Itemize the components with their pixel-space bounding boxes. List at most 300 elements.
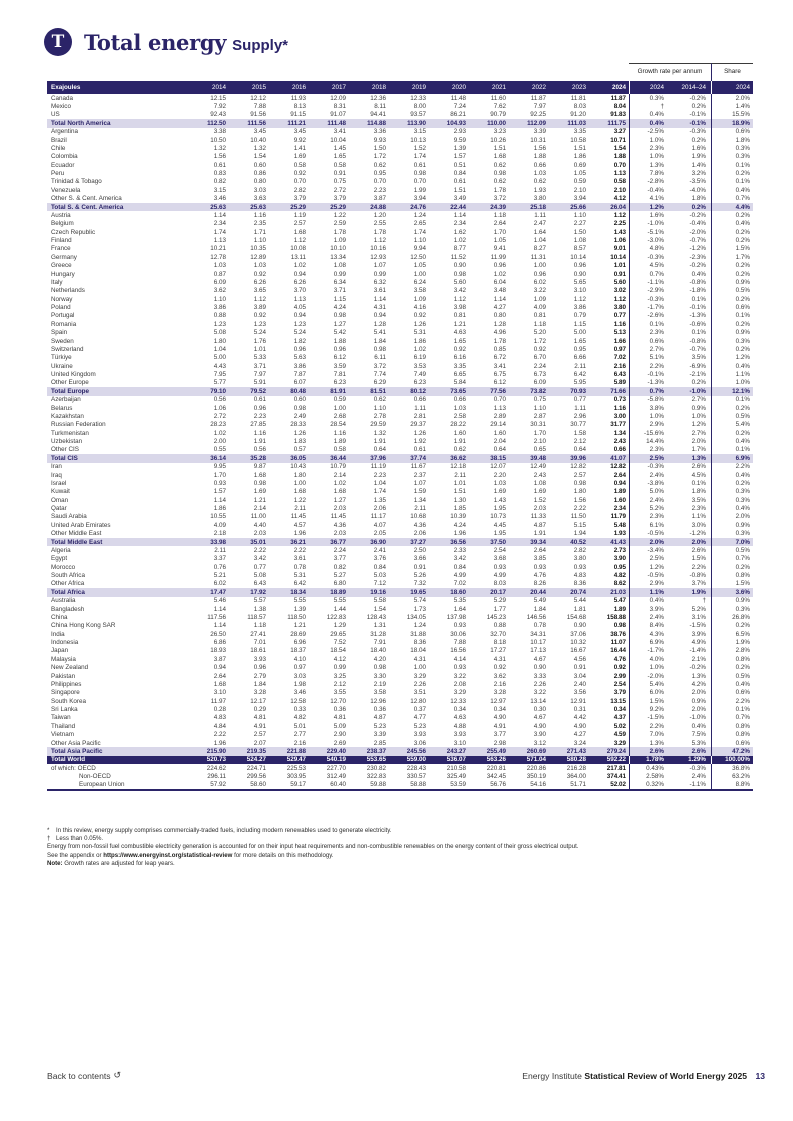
- value-cell: 5.55: [293, 597, 306, 605]
- value-cell: 12.33: [450, 697, 466, 705]
- value-cell: 216.28: [566, 764, 586, 772]
- value-cell: 158.88: [606, 613, 626, 621]
- growth-2014-24-cell: 1.4%: [691, 161, 706, 169]
- growth-2024-cell: †: [629, 102, 669, 110]
- value-cell: 31.77: [610, 421, 626, 429]
- table-row: [47, 647, 753, 655]
- row-label: Qatar: [51, 505, 67, 513]
- value-cell: 0.94: [293, 312, 306, 320]
- value-cell: 2.03: [533, 505, 546, 513]
- value-cell: 1.02: [293, 262, 306, 270]
- value-cell: 2.57: [573, 471, 586, 479]
- table-row: [47, 412, 753, 420]
- row-label: France: [51, 245, 71, 253]
- value-cell: 6.80: [333, 580, 346, 588]
- value-cell: 1.68: [253, 471, 266, 479]
- value-cell: 37.74: [410, 454, 426, 462]
- share-cell: 8.8%: [711, 781, 753, 789]
- value-cell: 11.67: [410, 463, 426, 471]
- value-cell: 6.43: [613, 371, 626, 379]
- value-cell: 34.31: [530, 630, 546, 638]
- value-cell: 5.23: [413, 722, 426, 730]
- value-cell: 3.36: [373, 128, 386, 136]
- value-cell: 3.00: [613, 412, 626, 420]
- row-label: Pakistan: [51, 672, 76, 680]
- growth-2024-cell: 7.0%: [629, 731, 669, 739]
- value-cell: 1.31: [373, 622, 386, 630]
- row-label: Netherlands: [51, 287, 85, 295]
- footnote-leap-years: Note: Growth rates are adjusted for leap years.: [47, 859, 175, 867]
- table-body: [47, 94, 753, 791]
- value-cell: 2.07: [253, 739, 266, 747]
- row-label: Total Africa: [51, 588, 85, 596]
- value-cell: 12.70: [330, 697, 346, 705]
- row-label: Hungary: [51, 270, 75, 278]
- value-cell: 0.60: [253, 161, 266, 169]
- growth-2024-cell: 1.3%: [629, 739, 669, 747]
- value-cell: 4.91: [253, 722, 266, 730]
- value-cell: 3.29: [613, 739, 626, 747]
- value-cell: 12.82: [570, 463, 586, 471]
- value-cell: 0.97: [613, 345, 626, 353]
- value-cell: 1.43: [493, 496, 506, 504]
- value-cell: 6.72: [493, 354, 506, 362]
- value-cell: 11.50: [570, 513, 586, 521]
- value-cell: 154.68: [566, 613, 586, 621]
- value-cell: 0.98: [493, 170, 506, 178]
- growth-2024-cell: 2.7%: [629, 345, 669, 353]
- value-cell: 2.23: [253, 412, 266, 420]
- value-cell: 2.50: [413, 546, 426, 554]
- row-label: Other Middle East: [51, 530, 102, 538]
- value-cell: 2.35: [253, 220, 266, 228]
- value-cell: 8.11: [374, 103, 386, 111]
- value-cell: 11.79: [610, 513, 626, 521]
- value-cell: 5.27: [333, 572, 346, 580]
- year-header: 2014: [211, 84, 226, 91]
- share-cell: 0.9%: [711, 329, 753, 337]
- value-cell: 1.68: [293, 488, 306, 496]
- value-cell: 2.10: [533, 438, 546, 446]
- value-cell: 2.11: [414, 505, 426, 513]
- value-cell: 10.08: [290, 245, 306, 253]
- value-cell: 10.16: [370, 245, 386, 253]
- value-cell: 33.98: [210, 538, 226, 546]
- value-cell: 5.60: [453, 278, 466, 286]
- value-cell: 217.81: [606, 764, 626, 772]
- table-row: [47, 731, 753, 739]
- growth-2024-cell: 0.4%: [629, 597, 669, 605]
- share-cell: 0.5%: [711, 287, 753, 295]
- value-cell: 1.84: [373, 337, 386, 345]
- growth-2024-cell: -0.1%: [629, 370, 669, 378]
- share-cell: 0.2%: [711, 345, 753, 353]
- statistical-review-link[interactable]: https://www.energyinst.org/statistical-review: [103, 851, 233, 859]
- growth-2014-24-cell: -0.8%: [689, 337, 706, 345]
- value-cell: 1.78: [333, 228, 346, 236]
- row-label: Sweden: [51, 337, 74, 345]
- growth-2024-cell: 2.5%: [629, 555, 669, 563]
- value-cell: 1.92: [413, 438, 426, 446]
- growth-2024-cell: -1.3%: [629, 379, 669, 387]
- value-cell: 4.20: [373, 655, 386, 663]
- value-cell: 104.93: [446, 119, 466, 127]
- value-cell: 1.70: [213, 471, 226, 479]
- value-cell: 3.86: [213, 304, 226, 312]
- value-cell: 1.45: [333, 144, 346, 152]
- value-cell: 3.55: [333, 689, 346, 697]
- value-cell: 0.60: [293, 396, 306, 404]
- value-cell: 1.51: [453, 186, 466, 194]
- row-label: Non-OECD: [79, 773, 111, 781]
- value-cell: 1.65: [333, 153, 346, 161]
- value-cell: 1.91: [373, 438, 386, 446]
- row-label: Other Asia Pacific: [51, 739, 101, 747]
- share-cell: 0.2%: [711, 404, 753, 412]
- value-cell: 5.95: [573, 379, 586, 387]
- value-cell: 2.08: [453, 680, 466, 688]
- value-cell: 30.31: [530, 421, 546, 429]
- value-cell: 4.63: [453, 714, 466, 722]
- value-cell: 8.00: [413, 103, 426, 111]
- growth-2014-24-cell: 0.4%: [691, 722, 706, 730]
- value-cell: 1.52: [533, 496, 546, 504]
- value-cell: 3.03: [253, 186, 266, 194]
- value-cell: 0.93: [573, 563, 586, 571]
- share-cell: 0.6%: [711, 303, 753, 311]
- value-cell: 2.93: [453, 128, 466, 136]
- value-cell: 1.23: [293, 320, 306, 328]
- value-cell: 0.81: [533, 312, 546, 320]
- value-cell: 92.43: [210, 111, 226, 119]
- value-cell: 0.61: [413, 446, 426, 454]
- value-cell: 10.58: [570, 136, 586, 144]
- growth-2024-cell: -1.0%: [629, 220, 669, 228]
- table-row: [47, 437, 753, 445]
- growth-2014-24-cell: 4.5%: [691, 471, 706, 479]
- value-cell: 4.67: [533, 714, 546, 722]
- growth-2024-cell: -5.1%: [629, 228, 669, 236]
- back-to-contents-label: Back to contents: [47, 1070, 111, 1081]
- value-cell: 3.72: [493, 195, 506, 203]
- growth-2024-cell: 5.1%: [629, 354, 669, 362]
- title-main: Total energy: [84, 29, 227, 55]
- share-cell: 0.5%: [711, 546, 753, 554]
- growth-2024-cell: 1.2%: [629, 563, 669, 571]
- value-cell: 4.24: [333, 304, 346, 312]
- value-cell: 7.81: [333, 371, 346, 379]
- value-cell: 2.85: [373, 739, 386, 747]
- value-cell: 3.15: [213, 186, 226, 194]
- growth-2024-cell: 1.1%: [629, 588, 669, 596]
- growth-2014-24-cell: 3.9%: [691, 630, 706, 638]
- value-cell: 7.52: [333, 639, 346, 647]
- value-cell: 0.92: [413, 312, 426, 320]
- value-cell: 2.22: [573, 505, 586, 513]
- value-cell: 0.61: [453, 178, 466, 186]
- row-label: Total Middle East: [51, 538, 103, 546]
- value-cell: 28.69: [290, 630, 306, 638]
- value-cell: 3.70: [293, 287, 306, 295]
- value-cell: 0.62: [533, 178, 546, 186]
- value-cell: 0.59: [333, 396, 346, 404]
- value-cell: 4.90: [533, 722, 546, 730]
- share-cell: 0.7%: [711, 714, 753, 722]
- value-cell: 5.15: [573, 521, 586, 529]
- growth-2014-24-cell: 4.9%: [691, 639, 706, 647]
- value-cell: 6.26: [253, 278, 266, 286]
- growth-2024-cell: 0.1%: [629, 320, 669, 328]
- value-cell: 0.59: [573, 178, 586, 186]
- value-cell: 1.03: [213, 262, 226, 270]
- growth-2024-cell: -0.5%: [629, 571, 669, 579]
- table-row: [47, 781, 753, 789]
- share-cell: 0.1%: [711, 705, 753, 713]
- value-cell: 0.62: [493, 161, 506, 169]
- value-cell: 1.09: [533, 295, 546, 303]
- value-cell: 0.96: [253, 664, 266, 672]
- table-row: [47, 379, 753, 387]
- value-cell: 5.77: [213, 379, 226, 387]
- value-cell: 112.09: [527, 119, 546, 127]
- value-cell: 227.70: [326, 764, 346, 772]
- row-label: Israel: [51, 479, 67, 487]
- share-cell: 2.0%: [711, 94, 753, 102]
- value-cell: 18.61: [250, 647, 266, 655]
- value-cell: 60.40: [330, 781, 346, 789]
- value-cell: 11.45: [330, 513, 346, 521]
- value-cell: 3.10: [573, 287, 586, 295]
- growth-2014-24-cell: 0.4%: [691, 270, 706, 278]
- value-cell: 18.60: [450, 588, 466, 596]
- value-cell: 1.10: [253, 237, 266, 245]
- value-cell: 1.57: [213, 488, 226, 496]
- value-cell: 8.77: [453, 245, 466, 253]
- value-cell: 1.60: [493, 429, 506, 437]
- table-row: [47, 169, 753, 177]
- value-cell: 12.15: [210, 94, 226, 102]
- value-cell: 12.12: [250, 94, 266, 102]
- value-cell: 0.58: [333, 161, 346, 169]
- value-cell: 2.69: [333, 739, 346, 747]
- value-cell: 3.80: [533, 195, 546, 203]
- value-cell: 2.64: [613, 471, 626, 479]
- table-row: [47, 102, 753, 110]
- row-label: Indonesia: [51, 639, 79, 647]
- value-cell: 225.53: [286, 764, 306, 772]
- value-cell: 8.03: [493, 580, 506, 588]
- growth-2024-cell: -0.3%: [629, 295, 669, 303]
- table-row: [47, 446, 753, 454]
- value-cell: 2.16: [293, 739, 306, 747]
- value-cell: 11.33: [530, 513, 546, 521]
- value-cell: 520.73: [206, 756, 226, 764]
- growth-2024-cell: 0.32%: [629, 781, 669, 789]
- value-cell: 11.00: [250, 513, 266, 521]
- value-cell: 1.03: [453, 404, 466, 412]
- growth-2024-cell: -2.9%: [629, 287, 669, 295]
- share-cell: 0.2%: [711, 169, 753, 177]
- value-cell: 0.58: [333, 446, 346, 454]
- total-energy-logo: [44, 28, 72, 56]
- value-cell: 5.01: [293, 722, 306, 730]
- growth-2014-24-cell: 1.8%: [691, 195, 706, 203]
- page-header: [44, 28, 288, 56]
- value-cell: 1.70: [493, 228, 506, 236]
- growth-2014-24-cell: 0.1%: [691, 295, 706, 303]
- back-to-contents-link[interactable]: [47, 1070, 121, 1081]
- value-cell: 2.59: [333, 220, 346, 228]
- value-cell: 117.56: [207, 613, 226, 621]
- row-label: Total Europe: [51, 387, 90, 395]
- value-cell: 92.25: [530, 111, 546, 119]
- value-cell: 2.11: [214, 546, 226, 554]
- value-cell: 11.07: [610, 639, 626, 647]
- growth-2014-24-cell: 3.2%: [691, 170, 706, 178]
- table-row: [47, 697, 753, 705]
- value-cell: 20.17: [490, 588, 506, 596]
- value-cell: 1.88: [333, 337, 346, 345]
- share-cell: 0.1%: [711, 446, 753, 454]
- value-cell: 12.97: [490, 697, 506, 705]
- value-cell: 36.05: [290, 454, 306, 462]
- value-cell: 5.29: [493, 597, 506, 605]
- growth-2024-cell: 0.7%: [629, 387, 669, 395]
- value-cell: 4.87: [373, 714, 386, 722]
- value-cell: 220.86: [526, 764, 546, 772]
- table-row: [47, 672, 753, 680]
- row-label: US: [51, 111, 60, 119]
- value-cell: 1.83: [293, 438, 306, 446]
- value-cell: 1.21: [253, 496, 266, 504]
- share-cell: 0.6%: [711, 739, 753, 747]
- value-cell: 10.79: [330, 463, 346, 471]
- share-cell: 100.00%: [711, 756, 753, 764]
- value-cell: 1.51: [453, 488, 466, 496]
- value-cell: 3.46: [213, 195, 226, 203]
- value-cell: 1.39: [293, 605, 306, 613]
- growth-2014-24-cell: -0.1%: [689, 111, 706, 119]
- value-cell: 1.35: [373, 496, 386, 504]
- growth-2014-24-cell: -1.4%: [689, 647, 706, 655]
- value-cell: 3.29: [453, 689, 466, 697]
- value-cell: 0.94: [213, 664, 226, 672]
- value-cell: 7.92: [213, 103, 226, 111]
- growth-2024-cell: -2.5%: [629, 128, 669, 136]
- value-cell: 91.07: [330, 111, 346, 119]
- growth-2014-24-cell: 1.3%: [691, 454, 706, 462]
- value-cell: 27.85: [250, 421, 266, 429]
- growth-2024-cell: 3.8%: [629, 404, 669, 412]
- value-cell: 4.56: [573, 655, 586, 663]
- value-cell: 0.77: [253, 563, 266, 571]
- value-cell: 1.28: [373, 320, 386, 328]
- value-cell: 1.89: [613, 605, 626, 613]
- value-cell: 2.19: [373, 680, 386, 688]
- value-cell: 25.63: [250, 203, 266, 211]
- growth-2014-24-cell: 1.6%: [691, 144, 706, 152]
- growth-2014-24-cell: 0.9%: [691, 697, 706, 705]
- growth-2014-24-cell: 3.1%: [691, 613, 706, 621]
- growth-2014-24-cell: 5.3%: [691, 739, 706, 747]
- value-cell: 1.68: [293, 228, 306, 236]
- growth-2014-24-cell: 1.3%: [691, 672, 706, 680]
- value-cell: 7.97: [253, 371, 266, 379]
- value-cell: 0.78: [533, 622, 546, 630]
- value-cell: 5.23: [373, 722, 386, 730]
- value-cell: 1.99: [413, 186, 426, 194]
- value-cell: 4.45: [493, 521, 506, 529]
- value-cell: 0.88: [493, 622, 506, 630]
- row-label: Other Africa: [51, 580, 85, 588]
- value-cell: 0.62: [373, 161, 386, 169]
- value-cell: 2.55: [373, 220, 386, 228]
- value-cell: 3.27: [613, 128, 626, 136]
- value-cell: 4.27: [573, 731, 586, 739]
- value-cell: 3.56: [573, 689, 586, 697]
- value-cell: 1.15: [573, 320, 586, 328]
- growth-2014-24-cell: 2.3%: [691, 505, 706, 513]
- value-cell: 1.95: [493, 530, 506, 538]
- value-cell: 38.76: [610, 630, 626, 638]
- share-cell: 0.8%: [711, 731, 753, 739]
- value-cell: 2.47: [533, 220, 546, 228]
- value-cell: 31.28: [370, 630, 386, 638]
- value-cell: 3.77: [493, 731, 506, 739]
- value-cell: 1.18: [533, 320, 546, 328]
- value-cell: 8.31: [333, 103, 346, 111]
- value-cell: 3.35: [573, 128, 586, 136]
- value-cell: 57.92: [210, 781, 226, 789]
- value-cell: 1.26: [413, 320, 426, 328]
- table-row: [47, 571, 753, 579]
- value-cell: 11.17: [370, 513, 386, 521]
- share-cell: 0.1%: [711, 396, 753, 404]
- value-cell: 1.62: [453, 228, 466, 236]
- table-row: [47, 496, 753, 504]
- value-cell: 2.72: [333, 186, 346, 194]
- value-cell: 16.44: [610, 647, 626, 655]
- value-cell: 12.80: [410, 697, 426, 705]
- row-label: Bangladesh: [51, 605, 85, 613]
- value-cell: 2.26: [413, 680, 426, 688]
- share-cell: 0.2%: [711, 211, 753, 219]
- growth-2014-24-cell: 2.6%: [691, 546, 706, 554]
- value-cell: 12.49: [530, 463, 546, 471]
- value-cell: 4.76: [613, 655, 626, 663]
- growth-2024-cell: 2.4%: [629, 471, 669, 479]
- value-cell: 4.82: [613, 572, 626, 580]
- value-cell: 2.89: [493, 412, 506, 420]
- value-cell: 20.44: [530, 588, 546, 596]
- value-cell: 10.43: [290, 463, 306, 471]
- value-cell: 0.55: [213, 446, 226, 454]
- growth-2024-cell: 6.0%: [629, 689, 669, 697]
- value-cell: 91.83: [610, 111, 626, 119]
- value-cell: 2.41: [373, 546, 386, 554]
- table-row: [47, 756, 753, 764]
- value-cell: 41.43: [610, 538, 626, 546]
- value-cell: 3.38: [213, 128, 226, 136]
- value-cell: 19.16: [370, 588, 386, 596]
- value-cell: 8.26: [533, 580, 546, 588]
- value-cell: 2.54: [493, 546, 506, 554]
- value-cell: 80.48: [290, 387, 306, 395]
- value-cell: 0.70: [293, 178, 306, 186]
- value-cell: 6.23: [333, 379, 346, 387]
- value-cell: 1.32: [213, 144, 226, 152]
- value-cell: 2.24: [533, 362, 546, 370]
